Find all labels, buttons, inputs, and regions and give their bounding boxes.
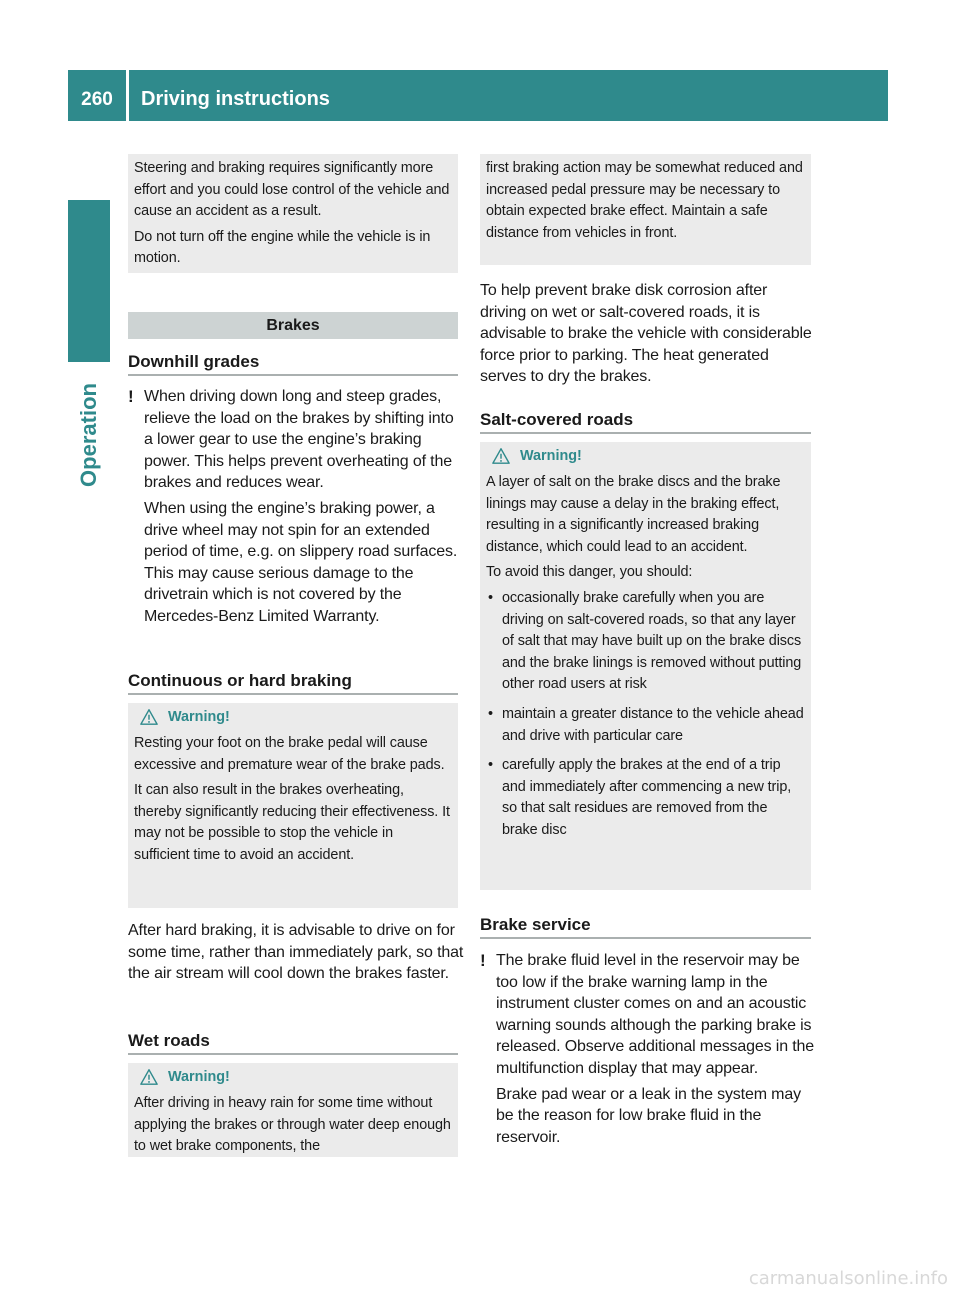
warning-text: A layer of salt on the brake discs and the brake linings may cause a delay in the braking effect, resulting in a significantly increased braking distance, which could lead to an accident. (486, 474, 781, 555)
caution-note (128, 386, 464, 628)
note-text: When driving down long and steep grades, relieve the load on the brakes by shifting into a lower gear to use the engine’s braking power. This helps prevent overheating of the brakes and reduces wear. (144, 388, 454, 492)
subheading-salt: Salt-covered roads (480, 410, 634, 429)
section-title: Brakes (266, 317, 320, 334)
list-item: • maintain a greater distance to the vehicle ahead and drive with particular care (486, 704, 805, 747)
warning-box (480, 442, 811, 890)
caution-note (480, 950, 816, 1148)
heading-rule (480, 937, 811, 939)
warning-header (140, 705, 452, 729)
list-item: • occasionally brake carefully when you are driving on salt-covered roads, so that any layer of salt that may have built up on the brake discs and the brake linings is removed without putting other road users at risk (486, 588, 805, 696)
continued-warning-box (128, 154, 458, 273)
heading-rule (480, 432, 811, 434)
header-divider (126, 70, 129, 121)
subheading-wet: Wet roads (128, 1031, 210, 1050)
note-text: The brake fluid level in the reservoir may be too low if the brake warning lamp in the instrument cluster comes on and an acoustic warning sounds although the parking brake is released. Observe additional messages in the multifunction display that may appear. (496, 952, 815, 1077)
side-tab-label: Operation (76, 383, 101, 487)
page-number: 260 (81, 89, 113, 110)
heading-rule (128, 374, 458, 376)
warning-box (128, 703, 458, 908)
exclamation-icon: ! (480, 951, 486, 970)
subheading-downhill: Downhill grades (128, 352, 260, 371)
warning-text: Resting your foot on the brake pedal will cause excessive and premature wear of the brake pads. (134, 735, 445, 773)
continued-warning-box (480, 154, 811, 265)
note-text: Brake pad wear or a leak in the system may be the reason for low brake fluid in the reservoir. (496, 1085, 801, 1146)
heading-rule (128, 693, 458, 695)
subheading-brake-service: Brake service (480, 915, 591, 934)
heading-rule (128, 1053, 458, 1055)
warning-text: first braking action may be somewhat reduced and increased pedal pressure may be necessary to obtain expected brake effect. Maintain a safe distance from vehicles in front. (486, 160, 803, 241)
body-paragraph: To help prevent brake disk corrosion after driving on wet or salt-covered roads, it is advisable to brake the vehicle with considerable force prior to parking. The heat generated serves to dry the brakes. (480, 282, 812, 386)
warning-triangle-icon (492, 447, 510, 465)
warning-triangle-icon (140, 1068, 158, 1086)
warning-label: Warning! (520, 448, 582, 464)
subheading-continuous: Continuous or hard braking (128, 671, 352, 690)
note-text: When using the engine’s braking power, a drive wheel may not spin for an extended period of time, e.g. on slippery road surfaces. This may cause serious damage to the drivetrain which is not covered by the Mercedes-Benz Limited Warranty. (144, 499, 458, 625)
warning-text: After driving in heavy rain for some time without applying the brakes or through water deep enough to wet brake components, the (134, 1095, 451, 1155)
exclamation-icon: ! (128, 387, 134, 406)
warning-header (140, 1065, 452, 1089)
side-tab-marker (68, 200, 110, 362)
warning-text: It can also result in the brakes overheating, thereby significantly reducing their effectiveness. It may not be possible to stop the vehicle in sufficient time to avoid an accident. (134, 782, 450, 863)
warning-label: Warning! (168, 709, 230, 725)
bullet-list (486, 588, 805, 842)
warning-header (492, 444, 805, 468)
warning-box (128, 1063, 458, 1157)
body-paragraph: After hard braking, it is advisable to drive on for some time, rather than immediately park, so that the air stream will cool down the brakes faster. (128, 922, 464, 983)
warning-text: Do not turn off the engine while the vehicle is in motion. (134, 228, 431, 267)
warning-text: To avoid this danger, you should: (486, 564, 693, 581)
warning-text: Steering and braking requires significantly more effort and you could lose control of the vehicle and cause an accident as a result. (134, 160, 450, 220)
list-item: • carefully apply the brakes at the end of a trip and immediately after commencing a new trip, so that salt residues are removed from the brake disc (486, 755, 805, 841)
warning-label: Warning! (168, 1069, 230, 1085)
warning-triangle-icon (140, 708, 158, 726)
section-band (128, 312, 458, 339)
watermark: carmanualsonline.info (748, 1268, 948, 1289)
chapter-title: Driving instructions (141, 88, 330, 110)
